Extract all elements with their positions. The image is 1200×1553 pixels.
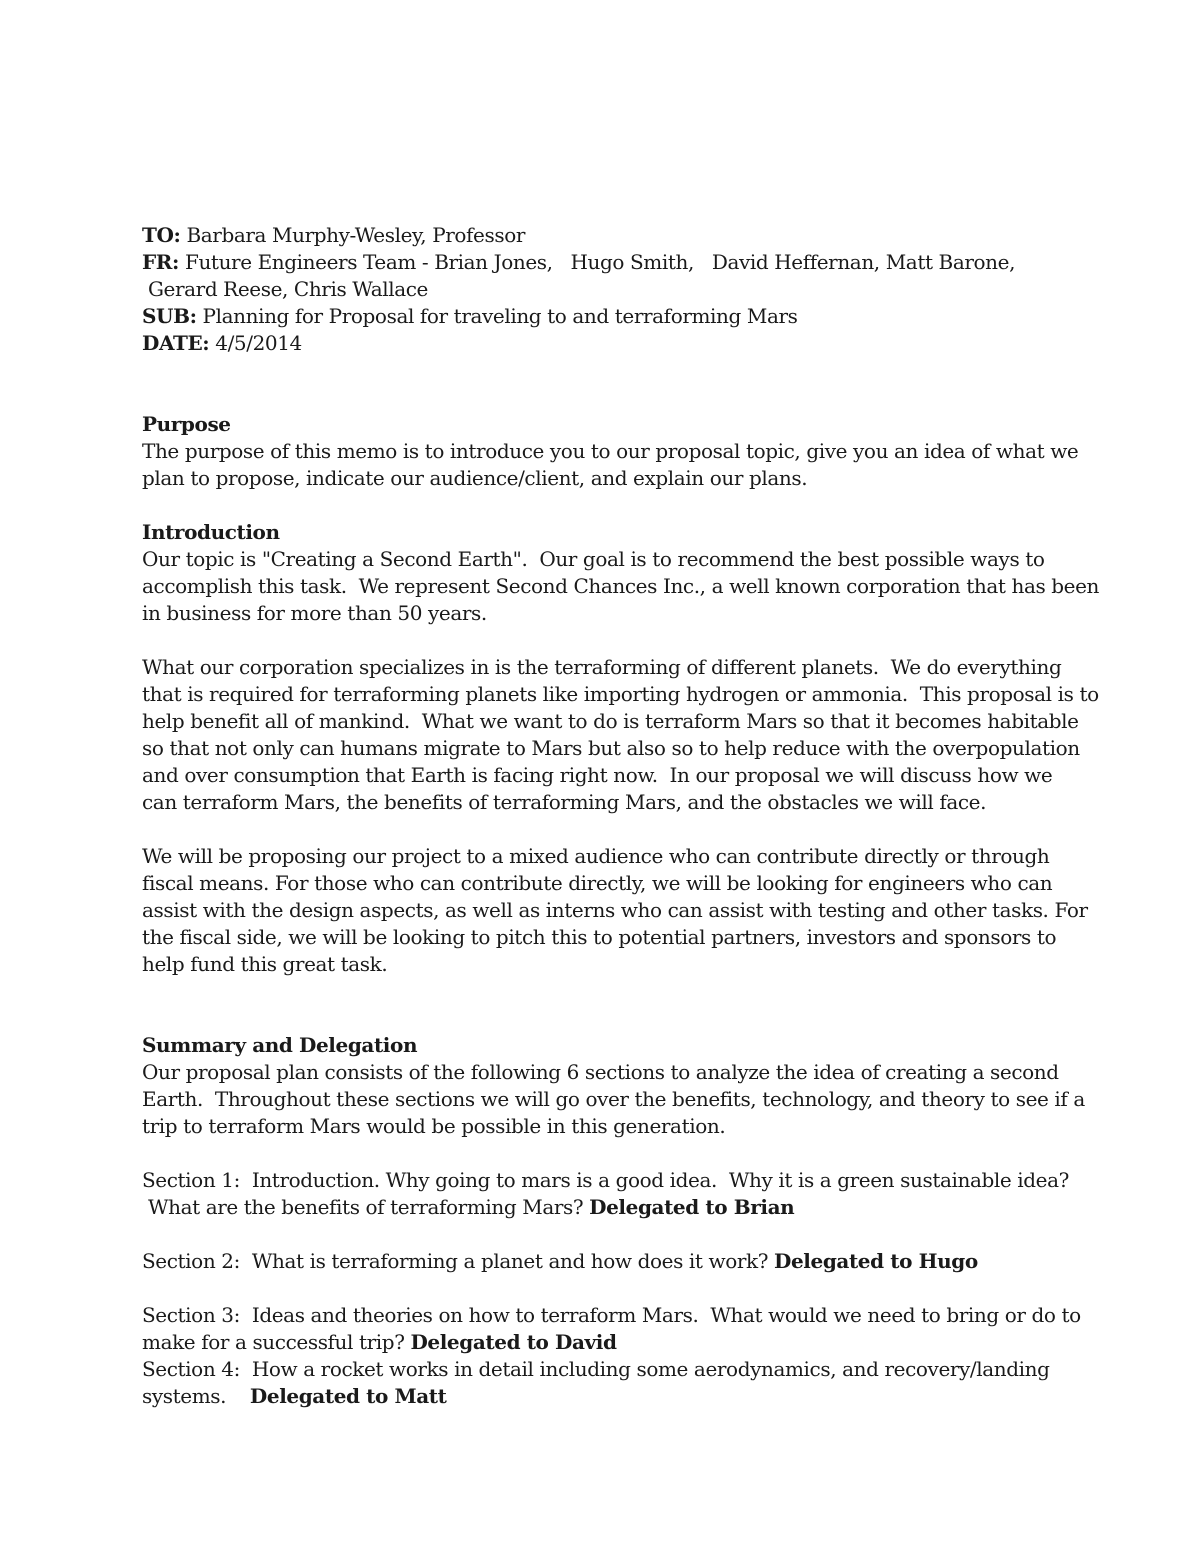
from-label: FR: bbox=[142, 250, 180, 274]
from-value: Future Engineers Team - Brian Jones, Hugo Smith, David Heffernan, Matt Barone, bbox=[179, 250, 1016, 274]
intro-para3-line: help fund this great task. bbox=[142, 952, 388, 976]
subject-value: Planning for Proposal for traveling to and terraforming Mars bbox=[196, 304, 798, 328]
to-line bbox=[142, 222, 1082, 249]
section1-text: What are the benefits of terraforming Mars? bbox=[142, 1195, 590, 1219]
intro-para3-line: fiscal means. For those who can contribute directly, we will be looking for engineers who can bbox=[142, 871, 1053, 895]
section2-delegate: Delegated to Hugo bbox=[774, 1249, 978, 1273]
intro-para3-line: We will be proposing our project to a mixed audience who can contribute directly or through bbox=[142, 844, 1050, 868]
intro-para1-line: in business for more than 50 years. bbox=[142, 601, 487, 625]
from-line bbox=[142, 249, 1082, 276]
date-value: 4/5/2014 bbox=[209, 331, 302, 355]
summary-heading: Summary and Delegation bbox=[142, 1033, 418, 1057]
from-line-continued: Gerard Reese, Chris Wallace bbox=[142, 277, 428, 301]
section4-line2 bbox=[142, 1383, 1082, 1410]
subject-line bbox=[142, 303, 1082, 330]
intro-para3-line: assist with the design aspects, as well as interns who can assist with testing and other tasks. For bbox=[142, 898, 1088, 922]
section4-delegate: Delegated to Matt bbox=[249, 1384, 447, 1408]
introduction-heading: Introduction bbox=[142, 520, 280, 544]
purpose-heading: Purpose bbox=[142, 412, 231, 436]
subject-label: SUB: bbox=[142, 304, 197, 328]
section4-text: systems. bbox=[142, 1384, 250, 1408]
purpose-line: The purpose of this memo is to introduce you to our proposal topic, give you an idea of what we bbox=[142, 439, 1079, 463]
intro-para3-line: the fiscal side, we will be looking to pitch this to potential partners, investors and sponsors to bbox=[142, 925, 1057, 949]
section3-line1: Section 3: Ideas and theories on how to terraform Mars. What would we need to bring or do to bbox=[142, 1303, 1081, 1327]
section3-delegate: Delegated to David bbox=[410, 1330, 617, 1354]
intro-para2-line: help benefit all of mankind. What we want to do is terraform Mars so that it becomes habitable bbox=[142, 709, 1079, 733]
date-label: DATE: bbox=[142, 331, 210, 355]
section1-line1: Section 1: Introduction. Why going to mars is a good idea. Why it is a green sustainable idea? bbox=[142, 1168, 1069, 1192]
intro-para2-line: What our corporation specializes in is the terraforming of different planets. We do everything bbox=[142, 655, 1062, 679]
memo-page bbox=[142, 222, 1100, 1410]
intro-para1-line: accomplish this task. We represent Second Chances Inc., a well known corporation that has been bbox=[142, 574, 1100, 598]
summary-line: Earth. Throughout these sections we will go over the benefits, technology, and theory to see if a bbox=[142, 1087, 1085, 1111]
section2-text: Section 2: What is terraforming a planet and how does it work? bbox=[142, 1249, 775, 1273]
date-line bbox=[142, 330, 1082, 357]
intro-para2-line: that is required for terraforming planets like importing hydrogen or ammonia. This proposal is to bbox=[142, 682, 1099, 706]
summary-line: Our proposal plan consists of the following 6 sections to analyze the idea of creating a second bbox=[142, 1060, 1059, 1084]
intro-para2-line: and over consumption that Earth is facing right now. In our proposal we will discuss how we bbox=[142, 763, 1053, 787]
section3-text: make for a successful trip? bbox=[142, 1330, 411, 1354]
to-label: TO: bbox=[142, 223, 181, 247]
section1-line2 bbox=[142, 1194, 1082, 1221]
purpose-line: plan to propose, indicate our audience/client, and explain our plans. bbox=[142, 466, 808, 490]
section1-delegate: Delegated to Brian bbox=[589, 1195, 795, 1219]
section2-line bbox=[142, 1248, 1082, 1275]
intro-para1-line: Our topic is "Creating a Second Earth". Our goal is to recommend the best possible ways to bbox=[142, 547, 1045, 571]
to-value: Barbara Murphy-Wesley, Professor bbox=[180, 223, 526, 247]
section4-line1: Section 4: How a rocket works in detail including some aerodynamics, and recovery/landing bbox=[142, 1357, 1050, 1381]
intro-para2-line: so that not only can humans migrate to Mars but also so to help reduce with the overpopulation bbox=[142, 736, 1080, 760]
summary-line: trip to terraform Mars would be possible in this generation. bbox=[142, 1114, 726, 1138]
intro-para2-line: can terraform Mars, the benefits of terraforming Mars, and the obstacles we will face. bbox=[142, 790, 987, 814]
section3-line2 bbox=[142, 1329, 1082, 1356]
